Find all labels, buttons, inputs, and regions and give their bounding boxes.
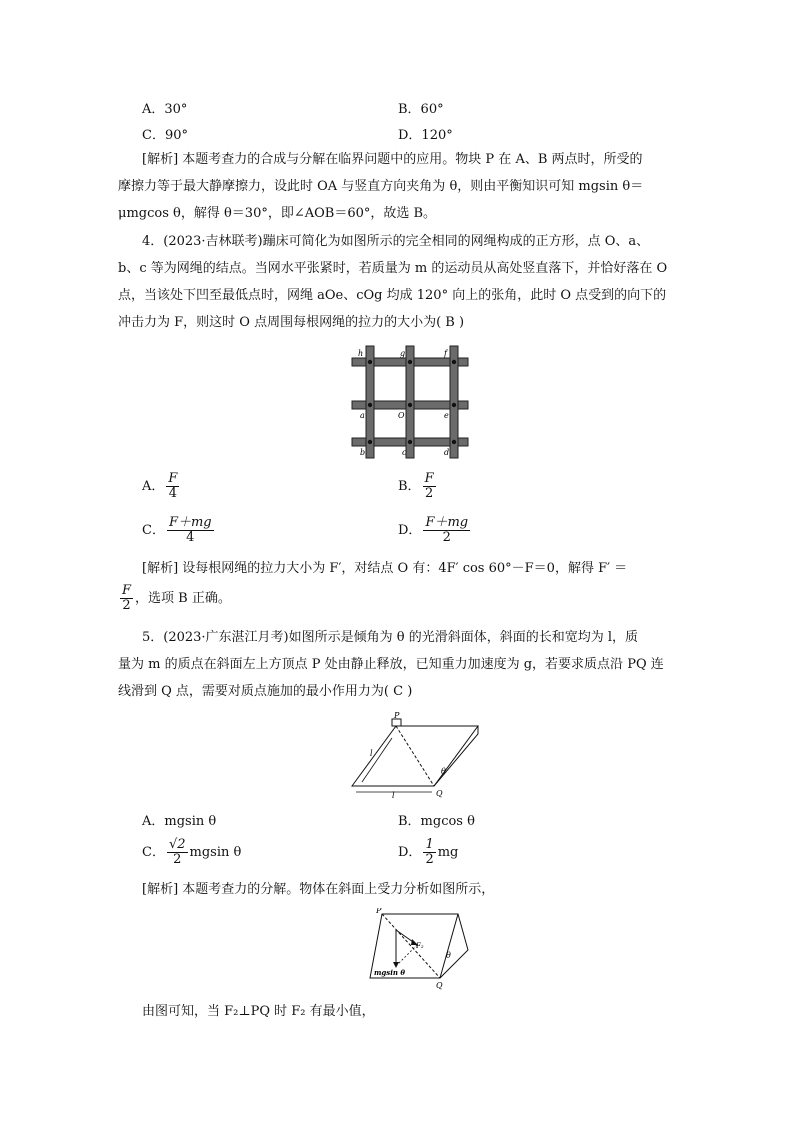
- q5-option-d: [398, 838, 458, 867]
- fraction: [120, 584, 133, 613]
- numerator: √2: [168, 837, 186, 852]
- label-b: b: [360, 448, 366, 457]
- label-l-slope: l: [370, 749, 373, 758]
- analysis-label: [解析]: [142, 152, 179, 167]
- fraction: [166, 472, 179, 501]
- label-theta: θ: [441, 767, 446, 776]
- label-a: a: [360, 411, 365, 420]
- knot-o: [408, 403, 412, 407]
- denominator: 2: [173, 852, 182, 867]
- option-letter: C．: [142, 523, 165, 538]
- q4-option-c: [142, 516, 216, 545]
- q3-option-c: C．90°: [142, 128, 188, 143]
- q3-option-a: A．30°: [142, 102, 188, 117]
- analysis-text: 设每根网绳的拉力大小为 F′，对结点 O 有：4F′ cos 60°－F＝0，解得 F′ ＝: [182, 561, 628, 576]
- option-letter: A．: [142, 479, 165, 494]
- q5-stem-line2: 量为 m 的质点在斜面左上方顶点 P 处由静止释放，已知重力加速度为 g，若要求质点沿 PQ 连: [118, 657, 664, 672]
- fraction: [423, 838, 435, 867]
- resultant-line: [396, 944, 418, 966]
- label-h: h: [358, 349, 364, 358]
- option-letter: D．: [398, 523, 422, 538]
- denominator: 2: [424, 486, 434, 501]
- label-l-base: l: [392, 791, 395, 798]
- particle-box: [392, 719, 401, 726]
- label-f2: F₂: [416, 942, 424, 950]
- q5-analysis-line1: [142, 880, 702, 900]
- numerator: F: [424, 471, 434, 486]
- analysis-text: 本题考查力的合成与分解在临界问题中的应用。物块 P 在 A、B 两点时，所受的: [182, 152, 643, 167]
- label-e: e: [444, 411, 449, 420]
- label-c: c: [402, 448, 407, 457]
- force-analysis-figure: [366, 908, 482, 990]
- q4-stem-line3: 点，当该处下凹至最低点时，网绳 aOe、cOg 均成 120° 向上的张角，此时 O 点受到的向下的: [118, 288, 667, 303]
- label-q: Q: [436, 981, 443, 990]
- q5-option-c: [142, 838, 241, 867]
- analysis-text: 本题考查力的分解。物体在斜面上受力分析如图所示，: [182, 882, 495, 897]
- q3-option-d: D．120°: [398, 128, 453, 143]
- knot-c: [408, 440, 412, 444]
- q3-analysis-line2: 摩擦力等于最大静摩擦力，设此时 OA 与竖直方向夹角为 θ，则由平衡知识可知 mgsin θ＝: [118, 179, 644, 194]
- knot-e: [452, 403, 456, 407]
- q4-stem-line1: 4．(2023·吉林联考)蹦床可简化为如图所示的完全相同的网绳构成的正方形，点 O、a、: [142, 234, 650, 249]
- q4-option-b: [398, 472, 438, 501]
- q4-option-d: [398, 516, 472, 545]
- pq-line: [396, 726, 434, 786]
- fraction: [167, 838, 188, 867]
- q4-stem-line2: b、c 等为网绳的结点。当网水平张紧时，若质量为 m 的运动员从高处竖直落下，并恰好落在 O: [118, 261, 668, 276]
- fraction: [167, 516, 214, 545]
- denominator: 4: [186, 530, 195, 545]
- q5-option-a: A．mgsin θ: [142, 814, 217, 829]
- option-tail: mg: [437, 845, 459, 860]
- label-d: d: [444, 448, 450, 457]
- knot-b: [368, 440, 372, 444]
- length-marker-slope: [362, 738, 392, 782]
- q5-stem-line1: 5．(2023·广东湛江月考)如图所示是倾角为 θ 的光滑斜面体，斜面的长和宽均为 l，质: [142, 630, 639, 645]
- label-g: g: [400, 349, 406, 358]
- inclined-plane-figure: [348, 712, 488, 798]
- q5-option-b: B．mgcos θ: [398, 814, 475, 829]
- q3-analysis-line3: μmgcos θ，解得 θ＝30°，即∠AOB＝60°，故选 B。: [118, 206, 437, 221]
- denominator: 2: [122, 598, 131, 613]
- option-tail: mgsin θ: [189, 845, 242, 860]
- label-theta: θ: [446, 951, 451, 960]
- denominator: 2: [442, 530, 451, 545]
- label-p: P: [376, 908, 382, 915]
- numerator: F＋mg: [168, 515, 212, 530]
- numerator: 1: [425, 837, 434, 852]
- knot-f: [452, 360, 456, 364]
- label-mgsin: mgsin θ: [374, 968, 406, 977]
- knot-g: [408, 360, 412, 364]
- q4-analysis-line1: [142, 559, 702, 579]
- numerator: F: [122, 583, 132, 598]
- q4-analysis-line2: [118, 584, 678, 613]
- label-f: f: [444, 349, 447, 358]
- analysis-tail: ，选项 B 正确。: [135, 591, 231, 606]
- q5-stem-line3: 线滑到 Q 点，需要对质点施加的最小作用力为( C ): [118, 684, 413, 699]
- option-letter: D．: [398, 845, 422, 860]
- analysis-label: [解析]: [142, 882, 179, 897]
- knot-d: [452, 440, 456, 444]
- label-o: O: [398, 411, 405, 420]
- q3-analysis-line1: [142, 150, 702, 170]
- q3-option-b: B．60°: [398, 102, 444, 117]
- analysis-label: [解析]: [142, 561, 179, 576]
- numerator: F＋mg: [425, 515, 469, 530]
- side-face: [440, 914, 468, 978]
- numerator: F: [168, 471, 178, 486]
- q4-stem-line4: 冲击力为 F，则这时 O 点周围每根网绳的拉力的大小为( B ): [118, 315, 465, 330]
- option-letter: B．: [398, 479, 421, 494]
- q4-option-a: [142, 472, 181, 501]
- fraction: [423, 472, 436, 501]
- label-p: P: [394, 712, 400, 720]
- knot-h: [368, 360, 372, 364]
- fraction: [423, 516, 470, 545]
- trampoline-net-figure: [348, 344, 472, 460]
- denominator: 2: [425, 852, 434, 867]
- option-letter: C．: [142, 845, 165, 860]
- label-q: Q: [436, 789, 443, 798]
- knot-a: [368, 403, 372, 407]
- denominator: 4: [168, 486, 178, 501]
- q5-conclusion: 由图可知，当 F₂⊥PQ 时 F₂ 有最小值，: [142, 1004, 375, 1019]
